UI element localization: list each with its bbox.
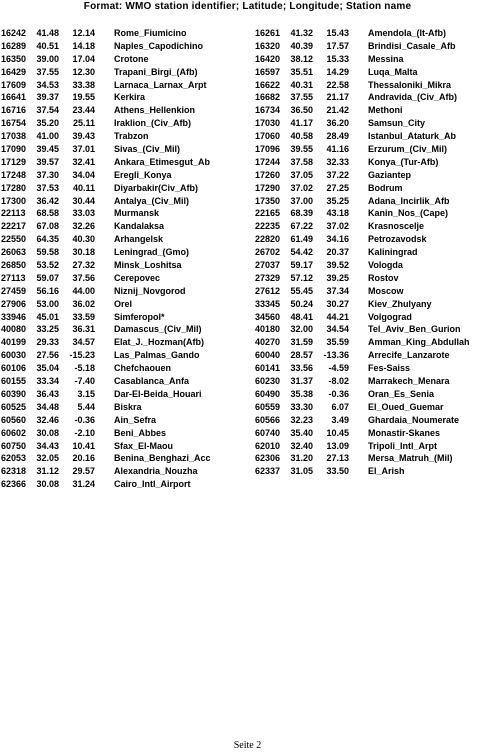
station-longitude: -2.10 xyxy=(74,427,95,438)
page-title: Format: WMO station identifier; Latitude; Longitude; Station name xyxy=(83,1,412,12)
station-name: Kiev_Zhulyany xyxy=(368,298,432,309)
station-longitude: 33.50 xyxy=(326,466,349,477)
station-name: Trabzon xyxy=(114,131,149,142)
station-latitude: 34.48 xyxy=(36,401,59,412)
station-name: Sivas_(Civ_Mil) xyxy=(114,144,181,155)
station-name: Kerkira xyxy=(114,92,146,103)
station-longitude: -15.23 xyxy=(69,350,95,361)
station-longitude: 21.17 xyxy=(326,92,349,103)
station-latitude: 37.30 xyxy=(36,169,59,180)
station-longitude: -0.36 xyxy=(328,388,349,399)
station-name: Marrakech_Menara xyxy=(368,376,450,387)
station-longitude: 21.42 xyxy=(326,105,349,116)
station-id: 26063 xyxy=(1,247,27,258)
station-id: 27906 xyxy=(1,298,27,309)
station-longitude: 43.18 xyxy=(326,208,349,219)
station-id: 27329 xyxy=(255,272,281,283)
station-name: Athens_Hellenkion xyxy=(114,105,196,116)
station-latitude: 32.40 xyxy=(290,440,313,451)
station-longitude: 12.14 xyxy=(72,28,95,38)
station-longitude: 27.13 xyxy=(326,453,349,464)
station-name: Chefchaouen xyxy=(114,363,172,374)
station-latitude: 38.12 xyxy=(290,53,313,64)
station-id: 40270 xyxy=(255,337,281,348)
station-longitude: -13.36 xyxy=(323,350,349,361)
station-name: Minsk_Loshitsa xyxy=(114,260,182,271)
station-longitude: 23.44 xyxy=(72,105,95,116)
station-id: 22113 xyxy=(1,208,26,219)
station-latitude: 40.58 xyxy=(290,131,313,142)
station-latitude: 59.07 xyxy=(36,272,59,283)
station-name: Ghardaia_Noumerate xyxy=(368,414,460,425)
station-id: 60560 xyxy=(1,414,27,425)
station-name: Biskra xyxy=(114,401,142,412)
station-longitude: 34.16 xyxy=(326,234,349,245)
station-latitude: 31.37 xyxy=(290,376,313,387)
station-latitude: 28.57 xyxy=(290,350,313,361)
station-latitude: 34.43 xyxy=(36,440,59,451)
station-longitude: 44.00 xyxy=(72,285,95,296)
station-longitude: 15.33 xyxy=(326,53,349,64)
station-latitude: 39.55 xyxy=(290,144,313,155)
station-name: Cerepovec xyxy=(114,272,161,283)
station-latitude: 39.37 xyxy=(36,92,59,103)
station-longitude: 17.04 xyxy=(72,53,95,64)
station-latitude: 68.58 xyxy=(36,208,59,219)
station-name: Mersa_Matruh_(Mil) xyxy=(368,453,453,464)
station-name: Amman_King_Abdullah xyxy=(368,337,470,348)
station-longitude: 31.24 xyxy=(72,479,95,490)
station-name: Diyarbakir(Civ_Afb) xyxy=(114,182,199,193)
station-name: Brindisi_Casale_Afb xyxy=(368,40,456,51)
station-latitude: 59.58 xyxy=(36,247,59,258)
station-id: 40199 xyxy=(1,337,27,348)
station-longitude: 5.44 xyxy=(77,401,95,412)
station-latitude: 61.49 xyxy=(290,234,313,245)
station-latitude: 31.20 xyxy=(290,453,313,464)
station-longitude: -4.59 xyxy=(328,363,349,374)
station-id: 16597 xyxy=(255,66,281,77)
station-longitude: 6.07 xyxy=(331,401,349,412)
station-name: Monastir-Skanes xyxy=(368,427,441,438)
station-id: 17244 xyxy=(255,156,281,167)
station-name: Crotone xyxy=(114,53,149,64)
station-name: Ankara_Etimesgut_Ab xyxy=(114,156,211,167)
station-id: 17060 xyxy=(255,131,281,142)
station-longitude: 13.09 xyxy=(326,440,349,451)
station-id: 22550 xyxy=(1,234,27,245)
station-id: 27113 xyxy=(1,272,26,283)
station-name: Methoni xyxy=(368,105,403,116)
station-latitude: 33.56 xyxy=(290,363,313,374)
station-id: 22820 xyxy=(255,234,281,245)
station-name: Eregli_Konya xyxy=(114,169,172,180)
station-id: 22235 xyxy=(255,221,281,232)
station-name: Fes-Saiss xyxy=(368,363,411,374)
station-latitude: 41.48 xyxy=(36,28,59,38)
station-longitude: 30.27 xyxy=(326,298,349,309)
station-id: 16261 xyxy=(255,28,281,38)
station-latitude: 33.30 xyxy=(290,401,313,412)
station-latitude: 36.42 xyxy=(36,195,59,206)
station-latitude: 39.45 xyxy=(36,144,59,155)
station-id: 16429 xyxy=(1,66,27,77)
station-longitude: 33.03 xyxy=(72,208,95,219)
station-id: 16641 xyxy=(1,92,27,103)
station-longitude: -5.18 xyxy=(74,363,95,374)
station-name: Amendola_(It-Afb) xyxy=(368,28,446,38)
station-name: Erzurum_(Civ_Mil) xyxy=(368,144,448,155)
station-longitude: 28.49 xyxy=(326,131,349,142)
station-name: Konya_(Tur-Afb) xyxy=(368,156,439,167)
station-longitude: 33.59 xyxy=(72,311,95,322)
station-name: Bodrum xyxy=(368,182,403,193)
station-id: 17038 xyxy=(1,131,27,142)
station-id: 33946 xyxy=(1,311,27,322)
station-id: 16622 xyxy=(255,79,281,90)
station-name: Andravida_(Civ_Afb) xyxy=(368,92,458,103)
station-latitude: 37.53 xyxy=(36,182,59,193)
station-longitude: 35.59 xyxy=(326,337,349,348)
station-longitude: 36.02 xyxy=(72,298,95,309)
station-name: Larnaca_Larnax_Arpt xyxy=(114,79,207,90)
station-name: Damascus_(Civ_Mil) xyxy=(114,324,202,335)
station-name: Kaliningrad xyxy=(368,247,418,258)
station-longitude: 10.45 xyxy=(326,427,349,438)
station-id: 17096 xyxy=(255,144,281,155)
station-longitude: 36.20 xyxy=(326,118,349,129)
station-longitude: 39.52 xyxy=(326,260,349,271)
station-id: 60230 xyxy=(255,376,281,387)
station-latitude: 45.01 xyxy=(36,311,59,322)
station-latitude: 68.39 xyxy=(290,208,313,219)
station-latitude: 36.50 xyxy=(290,105,313,116)
station-latitude: 53.52 xyxy=(36,260,59,271)
station-name: El_Arish xyxy=(368,466,405,477)
station-name: Elat_J._Hozman(Afb) xyxy=(114,337,205,348)
station-name: Trapani_Birgi_(Afb) xyxy=(114,66,198,77)
station-name: Rome_Fiumicino xyxy=(114,28,187,38)
station-longitude: 36.31 xyxy=(72,324,95,335)
station-longitude: 20.37 xyxy=(326,247,349,258)
station-latitude: 32.46 xyxy=(36,414,59,425)
station-latitude: 31.59 xyxy=(290,337,313,348)
station-id: 40080 xyxy=(1,324,27,335)
station-name: Rostov xyxy=(368,272,399,283)
station-latitude: 32.23 xyxy=(290,414,313,425)
station-id: 33345 xyxy=(255,298,281,309)
station-latitude: 40.31 xyxy=(290,79,313,90)
station-id: 60030 xyxy=(1,350,27,361)
station-longitude: 20.16 xyxy=(72,453,95,464)
station-id: 16716 xyxy=(1,105,27,116)
station-name: Niznij_Novgorod xyxy=(114,285,186,296)
station-longitude: 37.02 xyxy=(326,221,349,232)
station-longitude: -7.40 xyxy=(74,376,95,387)
station-id: 62306 xyxy=(255,453,281,464)
station-id: 16350 xyxy=(1,53,27,64)
station-latitude: 35.38 xyxy=(290,388,313,399)
station-longitude: 39.43 xyxy=(72,131,95,142)
station-id: 60602 xyxy=(1,427,27,438)
station-name: Antalya_(Civ_Mil) xyxy=(114,195,190,206)
station-longitude: 34.54 xyxy=(326,324,349,335)
station-name: Tripoli_Intl_Arpt xyxy=(368,440,438,451)
station-longitude: 10.41 xyxy=(72,440,95,451)
station-name: Kandalaksa xyxy=(114,221,165,232)
station-latitude: 56.16 xyxy=(36,285,59,296)
station-name: Vologda xyxy=(368,260,403,271)
station-longitude: 25.11 xyxy=(72,118,95,129)
station-latitude: 67.22 xyxy=(290,221,313,232)
station-id: 27459 xyxy=(1,285,27,296)
station-id: 34560 xyxy=(255,311,281,322)
station-latitude: 29.33 xyxy=(36,337,59,348)
station-id: 17609 xyxy=(1,79,27,90)
station-id: 16682 xyxy=(255,92,281,103)
station-latitude: 41.00 xyxy=(36,131,59,142)
station-name: Beni_Abbes xyxy=(114,427,167,438)
station-latitude: 64.35 xyxy=(36,234,59,245)
station-id: 17248 xyxy=(1,169,27,180)
station-latitude: 37.58 xyxy=(290,156,313,167)
station-id: 60141 xyxy=(255,363,281,374)
station-id: 17129 xyxy=(1,156,27,167)
station-id: 17300 xyxy=(1,195,27,206)
station-id: 60566 xyxy=(255,414,281,425)
station-id: 16734 xyxy=(255,105,281,116)
station-latitude: 57.12 xyxy=(290,272,313,283)
station-latitude: 55.45 xyxy=(290,285,313,296)
station-latitude: 41.32 xyxy=(290,28,313,38)
station-latitude: 34.53 xyxy=(36,79,59,90)
station-latitude: 40.51 xyxy=(36,40,59,51)
station-longitude: 44.21 xyxy=(326,311,349,322)
station-id: 16320 xyxy=(255,40,281,51)
station-longitude: 41.16 xyxy=(326,144,349,155)
station-name: Cairo_Intl_Airport xyxy=(114,479,191,490)
station-longitude: 3.49 xyxy=(331,414,349,425)
station-latitude: 40.39 xyxy=(290,40,313,51)
station-latitude: 39.57 xyxy=(36,156,59,167)
station-longitude: 27.25 xyxy=(326,182,349,193)
station-longitude: 27.32 xyxy=(72,260,95,271)
station-latitude: 33.34 xyxy=(36,376,59,387)
station-longitude: 19.55 xyxy=(72,92,95,103)
station-name: Petrozavodsk xyxy=(368,234,427,245)
station-name: Adana_Incirlik_Afb xyxy=(368,195,450,206)
station-latitude: 35.51 xyxy=(290,66,313,77)
station-name: Tel_Aviv_Ben_Gurion xyxy=(368,324,461,335)
station-longitude: 30.44 xyxy=(72,195,95,206)
station-latitude: 53.00 xyxy=(36,298,59,309)
station-longitude: 35.25 xyxy=(326,195,349,206)
station-latitude: 37.55 xyxy=(36,66,59,77)
station-id: 26702 xyxy=(255,247,281,258)
station-latitude: 31.12 xyxy=(36,466,59,477)
station-longitude: 15.43 xyxy=(326,28,349,38)
station-longitude: 17.57 xyxy=(326,40,349,51)
station-name: Benina_Benghazi_Acc xyxy=(114,453,211,464)
station-latitude: 37.05 xyxy=(290,169,313,180)
station-longitude: 34.57 xyxy=(72,337,95,348)
station-latitude: 54.42 xyxy=(290,247,313,258)
station-latitude: 30.08 xyxy=(36,427,59,438)
station-name: Gaziantep xyxy=(368,169,412,180)
station-id: 22217 xyxy=(1,221,27,232)
station-name: Istanbul_Ataturk_Ab xyxy=(368,131,457,142)
station-latitude: 37.55 xyxy=(290,92,313,103)
station-id: 17090 xyxy=(1,144,27,155)
station-latitude: 36.43 xyxy=(36,388,59,399)
station-id: 60559 xyxy=(255,401,281,412)
station-id: 26850 xyxy=(1,260,27,271)
station-name: Luqa_Malta xyxy=(368,66,418,77)
station-latitude: 35.40 xyxy=(290,427,313,438)
station-id: 22165 xyxy=(255,208,281,219)
station-id: 17280 xyxy=(1,182,27,193)
station-id: 16420 xyxy=(255,53,281,64)
station-name: Orel xyxy=(114,298,133,309)
station-id: 17030 xyxy=(255,118,281,129)
station-id: 60155 xyxy=(1,376,27,387)
station-longitude: 37.01 xyxy=(72,144,95,155)
station-latitude: 35.20 xyxy=(36,118,59,129)
station-id: 16289 xyxy=(1,40,27,51)
station-latitude: 32.05 xyxy=(36,453,59,464)
station-longitude: 39.25 xyxy=(326,272,349,283)
station-id: 60740 xyxy=(255,427,281,438)
station-name: Thessaloniki_Mikra xyxy=(368,79,452,90)
station-id: 60040 xyxy=(255,350,281,361)
station-longitude: 40.11 xyxy=(72,182,95,193)
station-id: 60490 xyxy=(255,388,281,399)
station-name: Oran_Es_Senia xyxy=(368,388,435,399)
station-latitude: 37.00 xyxy=(290,195,313,206)
station-longitude: 14.18 xyxy=(72,40,95,51)
station-name: El_Oued_Guemar xyxy=(368,401,444,412)
station-latitude: 39.00 xyxy=(36,53,59,64)
station-longitude: -8.02 xyxy=(328,376,349,387)
station-id: 27037 xyxy=(255,260,281,271)
station-latitude: 67.08 xyxy=(36,221,59,232)
station-name: Arrecife_Lanzarote xyxy=(368,350,450,361)
station-latitude: 37.54 xyxy=(36,105,59,116)
station-name: Moscow xyxy=(368,285,404,296)
station-name: Dar-El-Beida_Houari xyxy=(114,388,202,399)
station-id: 62366 xyxy=(1,479,27,490)
station-name: Arhangelsk xyxy=(114,234,164,245)
station-longitude: 32.41 xyxy=(72,156,95,167)
station-longitude: 32.33 xyxy=(326,156,349,167)
station-longitude: 29.57 xyxy=(72,466,95,477)
station-latitude: 27.56 xyxy=(36,350,59,361)
station-name: Leningrad_(Gmo) xyxy=(114,247,190,258)
station-longitude: 33.38 xyxy=(72,79,95,90)
station-latitude: 32.00 xyxy=(290,324,313,335)
station-name: Alexandria_Nouzha xyxy=(114,466,198,477)
station-id: 17260 xyxy=(255,169,281,180)
station-latitude: 48.41 xyxy=(290,311,313,322)
station-id: 27612 xyxy=(255,285,281,296)
station-id: 60390 xyxy=(1,388,27,399)
station-id: 16754 xyxy=(1,118,27,129)
station-name: Simferopol* xyxy=(114,311,165,322)
station-name: Messina xyxy=(368,53,404,64)
station-longitude: 3.15 xyxy=(77,388,95,399)
station-name: Las_Palmas_Gando xyxy=(114,350,200,361)
station-latitude: 30.08 xyxy=(36,479,59,490)
station-longitude: 40.30 xyxy=(72,234,95,245)
station-latitude: 37.02 xyxy=(290,182,313,193)
station-name: Ain_Sefra xyxy=(114,414,157,425)
station-latitude: 50.24 xyxy=(290,298,313,309)
station-longitude: 12.30 xyxy=(72,66,95,77)
station-longitude: 37.34 xyxy=(326,285,349,296)
station-longitude: -0.36 xyxy=(74,414,95,425)
station-id: 60750 xyxy=(1,440,27,451)
station-latitude: 33.25 xyxy=(36,324,59,335)
page-footer: Seite 2 xyxy=(233,740,262,751)
station-id: 62318 xyxy=(1,466,27,477)
station-id: 17350 xyxy=(255,195,281,206)
station-latitude: 31.05 xyxy=(290,466,313,477)
station-name: Kanin_Nos_(Cape) xyxy=(368,208,449,219)
station-name: Murmansk xyxy=(114,208,160,219)
station-longitude: 14.29 xyxy=(326,66,349,77)
station-id: 16242 xyxy=(1,28,27,38)
station-id: 62010 xyxy=(255,440,281,451)
station-name: Iraklion_(Civ_Afb) xyxy=(114,118,192,129)
station-latitude: 41.17 xyxy=(290,118,313,129)
station-longitude: 37.56 xyxy=(72,272,95,283)
station-name: Volgograd xyxy=(368,311,412,322)
station-latitude: 59.17 xyxy=(290,260,313,271)
station-longitude: 22.58 xyxy=(326,79,349,90)
station-name: Naples_Capodichino xyxy=(114,40,204,51)
station-id: 40180 xyxy=(255,324,281,335)
station-name: Casablanca_Anfa xyxy=(114,376,190,387)
station-longitude: 30.18 xyxy=(72,247,95,258)
station-id: 62337 xyxy=(255,466,281,477)
station-id: 60106 xyxy=(1,363,27,374)
station-id: 62053 xyxy=(1,453,27,464)
station-name: Samsun_City xyxy=(368,118,426,129)
station-longitude: 37.22 xyxy=(326,169,349,180)
station-name: Sfax_El-Maou xyxy=(114,440,174,451)
station-name: Krasnoscelje xyxy=(368,221,425,232)
station-id: 17290 xyxy=(255,182,281,193)
station-longitude: 32.26 xyxy=(72,221,95,232)
station-latitude: 35.04 xyxy=(36,363,59,374)
station-id: 60525 xyxy=(1,401,27,412)
station-longitude: 34.04 xyxy=(72,169,95,180)
